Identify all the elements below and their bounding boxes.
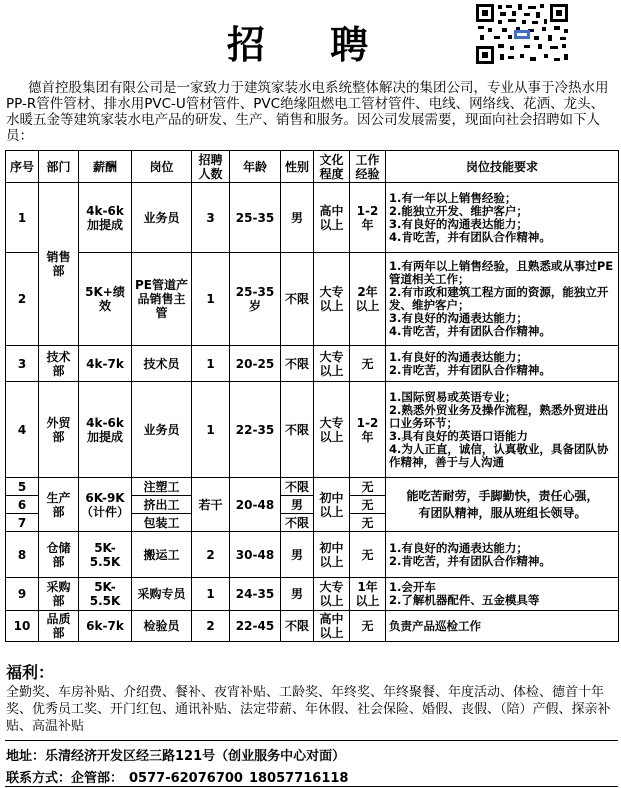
requirement-line: 2.熟悉外贸业务及操作流程，熟悉外贸进出口业务环节；: [389, 402, 609, 430]
row-sex: 男: [281, 578, 314, 611]
row-sex: 不限: [281, 514, 314, 532]
row-no: 2: [6, 253, 39, 346]
row-dept: 生产部: [39, 478, 79, 532]
divider: [5, 786, 618, 787]
requirement-line: 有团队精神，服从班组长领导。: [418, 505, 587, 520]
row-exp: 无: [350, 532, 386, 578]
table-row: [6, 183, 619, 253]
requirement-line: 2.肯吃苦，并有团队合作精神。: [389, 553, 551, 568]
row-pay: 4k-6k加提成: [79, 183, 132, 253]
table-row: [6, 478, 619, 496]
requirement-line: 3.有良好的沟通表达能力；: [389, 311, 528, 325]
row-age: 24-35: [230, 578, 281, 611]
row-sex: 男: [281, 496, 314, 514]
welfare-text: 全勤奖、车房补贴、介绍费、餐补、夜宵补贴、工龄奖、年终奖、年终聚餐、年度活动、体检、德首十年奖、优秀员工奖、开门红包、通讯补贴、法定带薪、年休假、社会保险、婚假、丧假、（陪）产假、探亲补贴、高温补贴: [6, 685, 611, 734]
row-pay: 4k-7k: [79, 346, 132, 382]
row-sex: 男: [281, 532, 314, 578]
header-cell: 岗位: [132, 151, 192, 183]
row-pay: 6k-7k: [79, 611, 132, 642]
table-row: [6, 253, 619, 346]
contact-label: 联系方式：企管部：: [6, 771, 124, 786]
table-header-row: [6, 151, 619, 183]
row-dept: 外贸部: [39, 382, 79, 478]
row-no: 4: [6, 382, 39, 478]
table-row: [6, 532, 619, 578]
requirement-line: 能吃苦耐劳，手脚勤快，责任心强，: [406, 488, 599, 503]
requirement-line: 2.有市政和建筑工程方面的资源，能独立开发、维护客户；: [389, 285, 609, 312]
contact-info: [6, 767, 354, 786]
row-age: 30-48: [230, 532, 281, 578]
row-post: 业务员: [132, 382, 192, 478]
table-row: [6, 382, 619, 478]
row-requirements: [386, 578, 619, 611]
row-no: 6: [6, 496, 39, 514]
row-post: 包装工: [132, 514, 192, 532]
phone-2: 18057716118: [248, 771, 349, 786]
requirement-line: 4.为人正直，诚信，认真敬业，具备团队协作精神，善于与人沟通: [389, 441, 609, 469]
requirement-line: 负责产品巡检工作: [389, 618, 481, 633]
row-num: 若干: [192, 478, 230, 532]
row-no: 1: [6, 183, 39, 253]
row-exp: 无: [350, 611, 386, 642]
row-edu: 大专以上: [314, 382, 350, 478]
requirement-line: 4.肯吃苦，并有团队合作精神。: [389, 324, 551, 338]
requirement-line: 2.了解机器配件、五金模具等: [389, 593, 540, 607]
row-requirements: [386, 478, 619, 532]
requirement-line: 4.肯吃苦，并有团队合作精神。: [389, 229, 551, 244]
row-dept: 销售部: [39, 183, 79, 346]
row-exp: 1-2年: [350, 382, 386, 478]
row-post: 挤出工: [132, 496, 192, 514]
row-dept: 技术部: [39, 346, 79, 382]
header-cell: 岗位技能要求: [386, 151, 619, 183]
header-cell: 性别: [281, 151, 314, 183]
requirement-line: 1.会开车: [389, 580, 436, 594]
job-table: [5, 150, 619, 642]
row-exp: 1-2年: [350, 183, 386, 253]
row-exp: 2年以上: [350, 253, 386, 346]
row-num: 2: [192, 532, 230, 578]
row-exp: 无: [350, 478, 386, 496]
row-num: 1: [192, 578, 230, 611]
requirement-line: 2.肯吃苦，并有团队合作精神。: [389, 362, 551, 377]
row-post: 业务员: [132, 183, 192, 253]
row-post: PE管道产品销售主管: [132, 253, 192, 346]
row-age: 20-25: [230, 346, 281, 382]
row-pay: 4k-6k加提成: [79, 382, 132, 478]
page-title: 招 聘: [226, 22, 395, 67]
row-no: 8: [6, 532, 39, 578]
header-cell: 工作经验: [350, 151, 386, 183]
requirement-line: 3.有良好的沟通表达能力；: [389, 216, 528, 231]
row-edu: 大专以上: [314, 346, 350, 382]
row-age: 22-45: [230, 611, 281, 642]
row-post: 注塑工: [132, 478, 192, 496]
row-no: 7: [6, 514, 39, 532]
row-edu: 大专以上: [314, 578, 350, 611]
divider: [5, 740, 618, 741]
row-requirements: [386, 346, 619, 382]
header-cell: 序号: [6, 151, 39, 183]
row-requirements: [386, 382, 619, 478]
row-dept: 仓储部: [39, 532, 79, 578]
row-post: 搬运工: [132, 532, 192, 578]
header-cell: 薪酬: [79, 151, 132, 183]
row-edu: 初中以上: [314, 478, 350, 532]
table-row: [6, 611, 619, 642]
row-edu: 大专以上: [314, 253, 350, 346]
row-pay: 5K-5.5K: [79, 532, 132, 578]
requirement-line: 1.有良好的沟通表达能力；: [389, 349, 528, 364]
row-age: 20-48: [230, 478, 281, 532]
row-dept: 品质部: [39, 611, 79, 642]
row-no: 10: [6, 611, 39, 642]
table-row: [6, 578, 619, 611]
row-sex: 男: [281, 183, 314, 253]
row-post: 检验员: [132, 611, 192, 642]
row-age: 25-35岁: [230, 253, 281, 346]
requirement-line: 1.有良好的沟通表达能力；: [389, 540, 528, 555]
row-post: 技术员: [132, 346, 192, 382]
qr-code-icon: [474, 2, 570, 66]
row-requirements: [386, 253, 619, 346]
requirement-line: 1.有一年以上销售经验；: [389, 190, 517, 205]
requirement-line: 3.具有良好的英语口语能力: [389, 428, 528, 443]
requirement-line: 1.国际贸易或英语专业；: [389, 389, 517, 404]
requirement-line: 2.能独立开发、维护客户；: [389, 203, 528, 218]
requirement-line: 1.有两年以上销售经验，且熟悉或从事过PE管道相关工作；: [389, 259, 614, 286]
row-pay: 6K-9K（计件）: [79, 478, 132, 532]
welfare-title: 福利：: [6, 663, 55, 682]
address: 地址：乐清经济开发区经三路121号（创业服务中心对面）: [6, 749, 346, 764]
row-num: 1: [192, 253, 230, 346]
row-pay: 5K+绩效: [79, 253, 132, 346]
row-exp: 无: [350, 514, 386, 532]
table-row: [6, 346, 619, 382]
row-sex: 不限: [281, 382, 314, 478]
phone-1: 0577-62076700: [129, 771, 243, 786]
row-requirements: [386, 611, 619, 642]
company-intro: 德首控股集团有限公司是一家致力于建筑家装水电系统整体解决的集团公司，专业从事于冷热水用PP-R管件管材、排水用PVC-U管材管件、PVC绝缘阻燃电工管材管件、电线、网络线、花洒、龙头、水暖五金等建筑家装水电产品的研发、生产、销售和服务。因公司发展需要，现面向社会招聘如下人员：: [6, 80, 609, 144]
row-edu: 初中以上: [314, 532, 350, 578]
row-dept: 采购部: [39, 578, 79, 611]
row-edu: 高中以上: [314, 611, 350, 642]
row-exp: 1年以上: [350, 578, 386, 611]
row-sex: 不限: [281, 611, 314, 642]
row-no: 3: [6, 346, 39, 382]
row-no: 5: [6, 478, 39, 496]
row-num: 2: [192, 611, 230, 642]
header-cell: 年龄: [230, 151, 281, 183]
row-num: 1: [192, 346, 230, 382]
row-requirements: [386, 183, 619, 253]
row-age: 22-35: [230, 382, 281, 478]
row-sex: 不限: [281, 346, 314, 382]
row-num: 1: [192, 382, 230, 478]
row-num: 3: [192, 183, 230, 253]
header-cell: 招聘人数: [192, 151, 230, 183]
row-requirements: [386, 532, 619, 578]
header-cell: 部门: [39, 151, 79, 183]
row-post: 采购专员: [132, 578, 192, 611]
row-age: 25-35: [230, 183, 281, 253]
row-sex: 不限: [281, 478, 314, 496]
row-no: 9: [6, 578, 39, 611]
row-edu: 高中以上: [314, 183, 350, 253]
row-pay: 5K-5.5K: [79, 578, 132, 611]
row-sex: 不限: [281, 253, 314, 346]
row-exp: 无: [350, 496, 386, 514]
row-exp: 无: [350, 346, 386, 382]
header-cell: 文化程度: [314, 151, 350, 183]
